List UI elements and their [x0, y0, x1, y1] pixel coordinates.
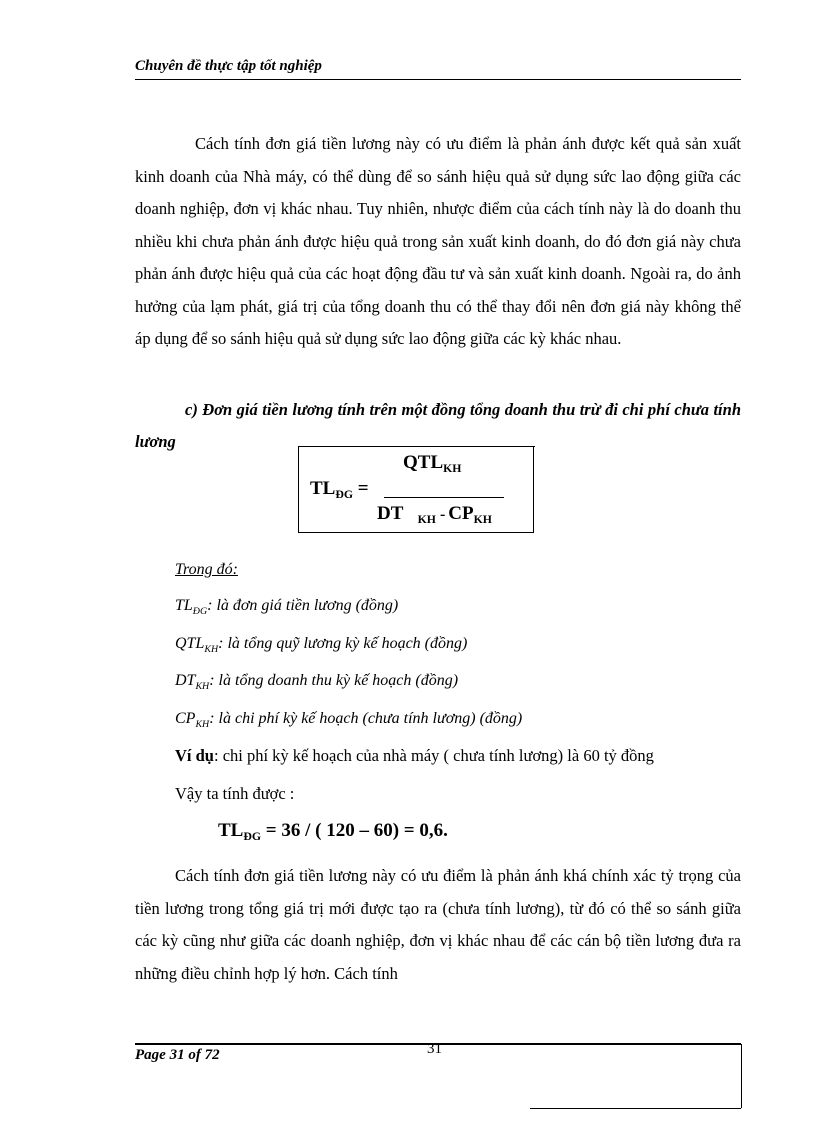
- formula-numerator-symbol: QTL: [403, 452, 444, 473]
- example-line: [175, 746, 654, 766]
- definition-symbol: CP: [175, 710, 196, 727]
- footer-page-number: 31: [427, 1041, 442, 1057]
- formula-numerator: [403, 452, 461, 476]
- example-label: Ví dụ: [175, 746, 214, 765]
- footer-page-label: Page 31 of 72: [135, 1047, 220, 1063]
- calc-result: [218, 820, 448, 844]
- definition-item: [175, 597, 398, 617]
- definitions-intro: Trong đó:: [175, 561, 238, 578]
- formula-denominator-b: CP: [448, 503, 474, 524]
- definition-text: : là tổng doanh thu kỳ kế hoạch (đồng): [209, 672, 459, 689]
- result-subscript: ĐG: [243, 830, 262, 843]
- definition-symbol: DT: [175, 672, 196, 689]
- formula-lhs-subscript: ĐG: [335, 488, 354, 501]
- definition-subscript: KH: [195, 719, 210, 730]
- section-heading: c) Đơn giá tiền lương tính trên một đồng tổng doanh thu trừ đi chi phí chưa tính lương: [135, 400, 741, 451]
- definition-item: [175, 635, 467, 655]
- definition-text: : là tổng quỹ lương kỳ kế hoạch (đồng): [218, 635, 468, 652]
- page-corner-horizontal: [530, 1108, 741, 1109]
- formula-denominator-a: DT: [377, 503, 404, 524]
- header-rule: [135, 79, 741, 80]
- definition-symbol: QTL: [175, 635, 205, 652]
- formula-lhs: [310, 478, 369, 502]
- formula-denominator-b-subscript: KH: [473, 513, 492, 526]
- formula-numerator-subscript: KH: [443, 462, 462, 475]
- formula-lhs-symbol: TL: [310, 478, 336, 499]
- formula-equals: =: [357, 478, 369, 499]
- definition-symbol: TL: [175, 597, 193, 614]
- definition-subscript: ĐG: [192, 606, 208, 617]
- page-corner-vertical: [741, 1044, 742, 1108]
- example-text: : chi phí kỳ kế hoạch của nhà máy ( chưa tính lương) là 60 tỷ đồng: [213, 746, 654, 765]
- definition-text: : là đơn giá tiền lương (đồng): [207, 597, 399, 614]
- definition-subscript: KH: [204, 644, 219, 655]
- definition-subscript: KH: [195, 681, 210, 692]
- definition-text: : là chi phí kỳ kế hoạch (chưa tính lương) (đồng): [209, 710, 523, 727]
- formula-denominator: [377, 503, 492, 527]
- calc-intro: Vậy ta tính được :: [175, 784, 295, 803]
- paragraph-1: Cách tính đơn giá tiền lương này có ưu điểm là phản ánh được kết quả sản xuất kinh doanh của Nhà máy, có thể dùng để so sánh hiệu quả sử dụng sức lao động giữa các doanh nghiệp, đơn vị khác nhau. Tuy nhiên, nhược điểm của cách tính này là do doanh thu nhiều khi chưa phản ánh được hiệu quả trong sản xuất kinh doanh, do đó đơn giá này chưa phản ánh được hiệu quả của các hoạt động đầu tư và sản xuất kinh doanh. Ngoài ra, do ảnh hưởng của lạm phát, giá trị của tổng doanh thu có thể thay đổi nên đơn giá này không thể áp dụng để so sánh hiệu quả sử dụng sức lao động giữa các kỳ khác nhau.: [135, 134, 741, 348]
- result-symbol: TL: [218, 820, 244, 841]
- definition-item: [175, 710, 522, 730]
- page-header-title: Chuyên đề thực tập tốt nghiệp: [135, 58, 322, 74]
- formula-fraction-bar: [384, 497, 504, 498]
- definition-item: [175, 672, 458, 692]
- formula-denominator-a-subscript: KH: [417, 513, 436, 526]
- heading-underline: [298, 446, 535, 447]
- paragraph-2: Cách tính đơn giá tiền lương này có ưu điểm là phản ánh khá chính xác tỷ trọng của tiền lương trong tổng giá trị mới được tạo ra (chưa tính lương), từ đó có thể so sánh giữa các kỳ cũng như giữa các doanh nghiệp, đơn vị khác nhau để các cán bộ tiền lương đưa ra những điều chỉnh hợp lý hơn. Cách tính: [135, 866, 741, 983]
- result-expression: = 36 / ( 120 – 60) = 0,6.: [261, 820, 448, 841]
- formula-minus: -: [439, 506, 446, 523]
